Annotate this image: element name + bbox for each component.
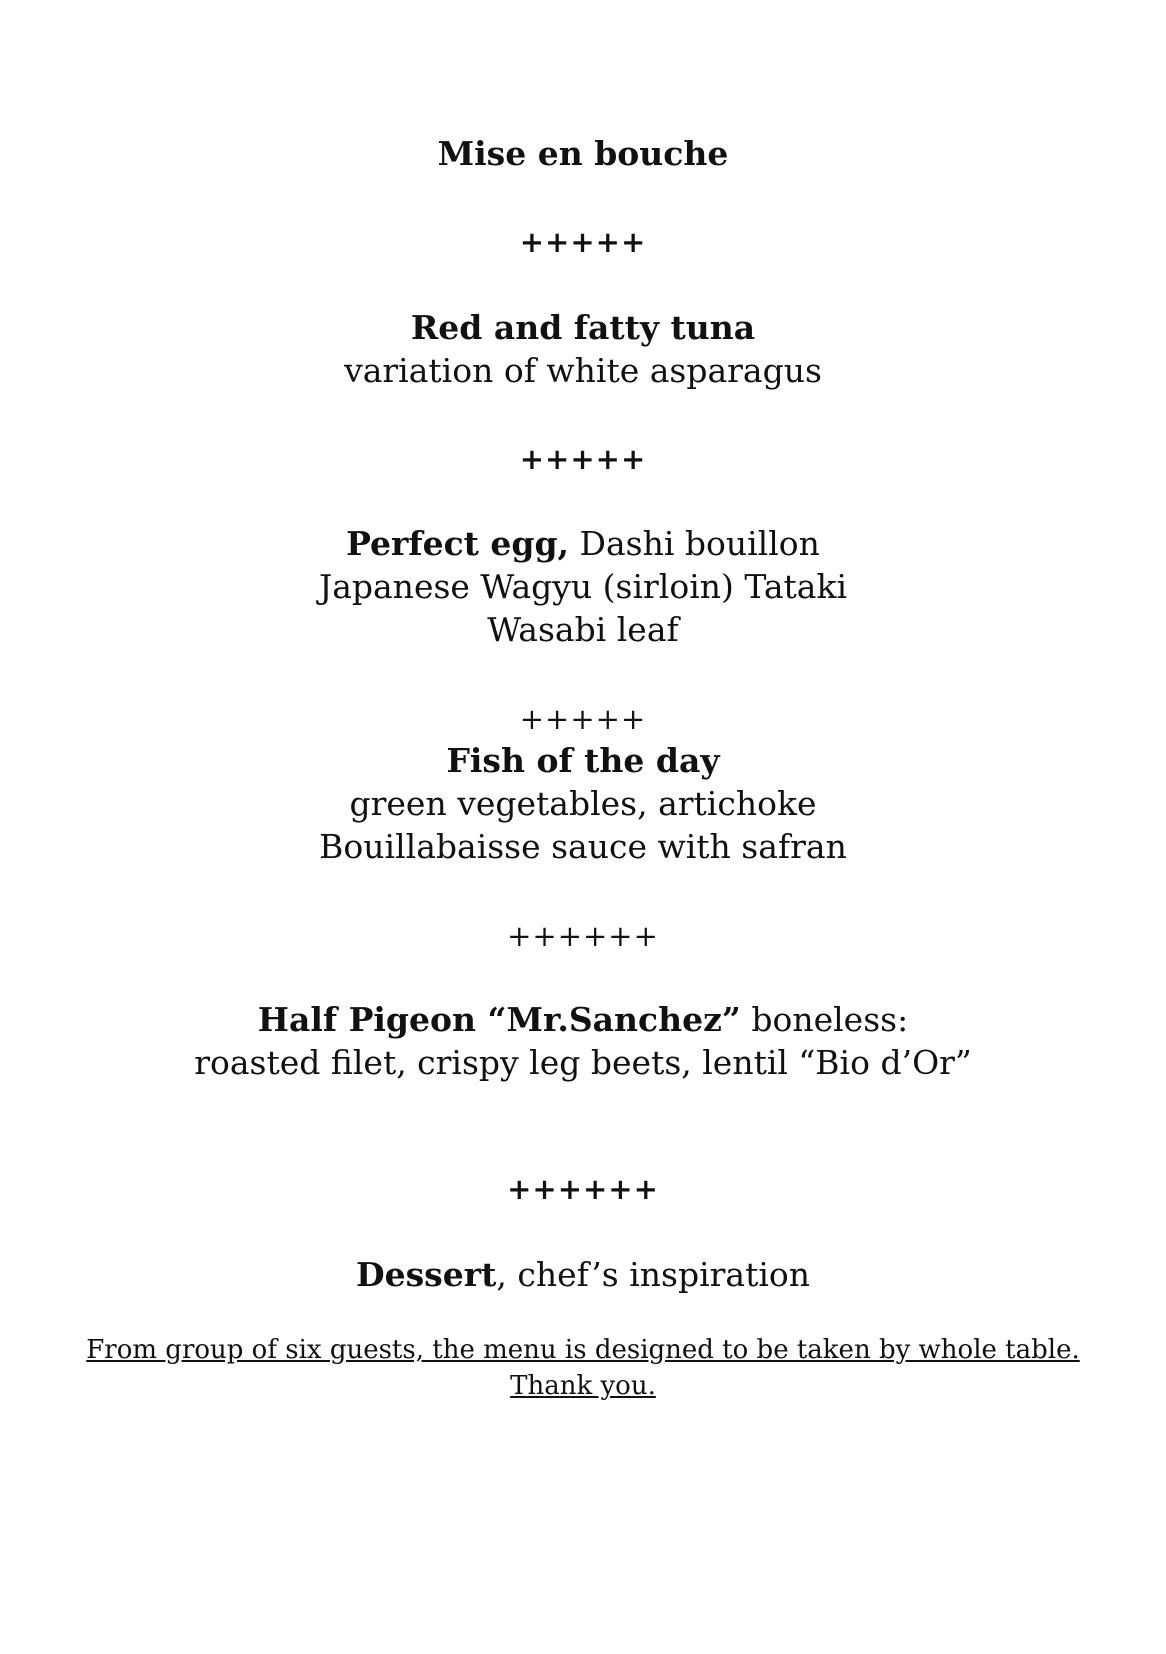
course-egg-line-3: Wasabi leaf <box>487 610 679 649</box>
course-egg-line-2: Japanese Wagyu (sirloin) Tataki <box>318 567 848 606</box>
course-tuna-description: variation of white asparagus <box>344 351 822 390</box>
separator-4: ++++++ <box>507 919 659 953</box>
footer-note-line-2: Thank you. <box>510 1371 656 1401</box>
course-fish-title: Fish of the day <box>446 741 720 780</box>
course-fish-line-3: Bouillabaisse sauce with safran <box>319 827 847 866</box>
separator-5: ++++++ <box>507 1172 659 1206</box>
course-egg-title: Perfect egg, <box>346 524 570 563</box>
separator-2: +++++ <box>519 442 647 476</box>
course-dessert-line <box>0 1253 1166 1297</box>
separator-3: +++++ <box>519 702 647 736</box>
course-egg-title-line <box>0 522 1166 566</box>
course-pigeon-title: Half Pigeon “Mr.Sanchez” <box>257 1000 741 1039</box>
course-dessert-title: Dessert <box>355 1255 497 1294</box>
course-pigeon-title-line <box>0 998 1166 1042</box>
separator-1: +++++ <box>519 225 647 259</box>
course-fish-line-2: green vegetables, artichoke <box>349 784 817 823</box>
course-egg-title-rest: Dashi bouillon <box>569 524 820 563</box>
course-tuna-title: Red and fatty tuna <box>410 308 756 347</box>
course-mise-en-bouche-title: Mise en bouche <box>437 134 729 173</box>
course-pigeon-title-rest: boneless: <box>740 1000 909 1039</box>
course-dessert-rest: , chef’s inspiration <box>496 1255 811 1294</box>
course-pigeon-line-2: roasted filet, crispy leg beets, lentil “Bio d’Or” <box>194 1043 972 1082</box>
footer-note-line-1: From group of six guests, the menu is designed to be taken by whole table. <box>86 1335 1080 1365</box>
